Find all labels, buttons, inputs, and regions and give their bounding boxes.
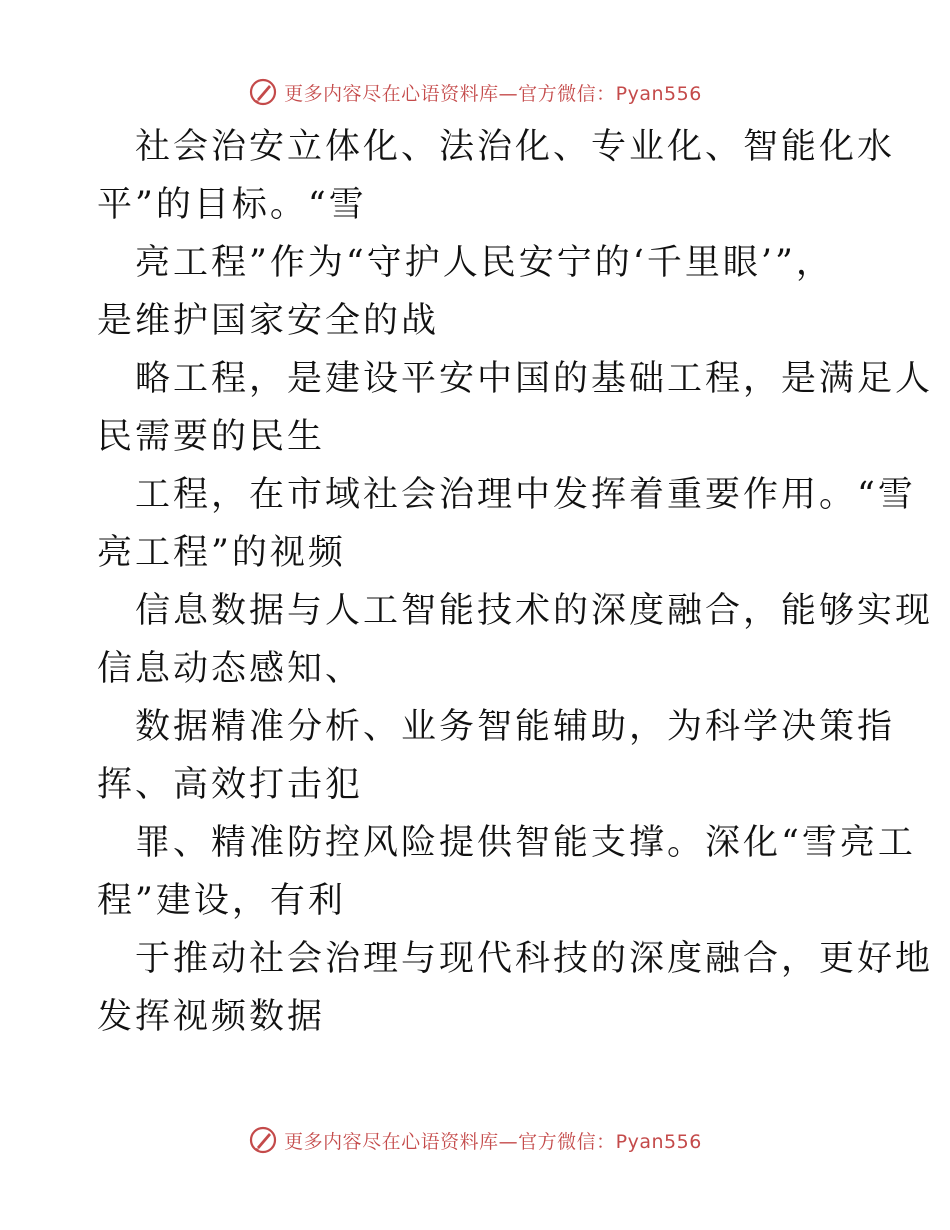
header-banner: [0, 72, 950, 112]
paragraph-line: 亮工程”的视频: [97, 533, 346, 573]
paragraph-line: 社会治安立体化、法治化、专业化、智能化水: [135, 127, 896, 167]
paragraph-line: 挥、高效打击犯: [97, 765, 364, 805]
paragraph-line: 平”的目标。“雪: [97, 185, 367, 225]
header-banner-text: 更多内容尽在心语资料库—官方微信：Pyan556: [284, 82, 702, 105]
footer-banner: [0, 1120, 950, 1160]
paragraph-line: 工程，在市域社会治理中发挥着重要作用。“雪: [135, 475, 916, 515]
paragraph-line: 信息动态感知、: [97, 649, 364, 689]
paragraph-line: 数据精准分析、业务智能辅助，为科学决策指: [135, 707, 896, 747]
document-body: [97, 118, 934, 1046]
footer-banner-text: 更多内容尽在心语资料库—官方微信：Pyan556: [284, 1130, 702, 1153]
paragraph-line: 是维护国家安全的战: [97, 301, 440, 341]
paragraph-line: 发挥视频数据: [97, 997, 326, 1037]
feather-pen-logo-icon: [248, 1125, 278, 1155]
paragraph-line: 民需要的民生: [97, 417, 326, 457]
paragraph-line: 略工程，是建设平安中国的基础工程，是满足人: [135, 359, 934, 399]
paragraph-line: 亮工程”作为“守护人民安宁的‘千里眼’”，: [135, 243, 834, 283]
paragraph-line: 于推动社会治理与现代科技的深度融合，更好地: [135, 939, 934, 979]
paragraph-line: 程”建设，有利: [97, 881, 346, 921]
paragraph-line: 信息数据与人工智能技术的深度融合，能够实现: [135, 591, 934, 631]
paragraph-line: 罪、精准防控风险提供智能支撑。深化“雪亮工: [135, 823, 916, 863]
feather-pen-logo-icon: [248, 77, 278, 107]
